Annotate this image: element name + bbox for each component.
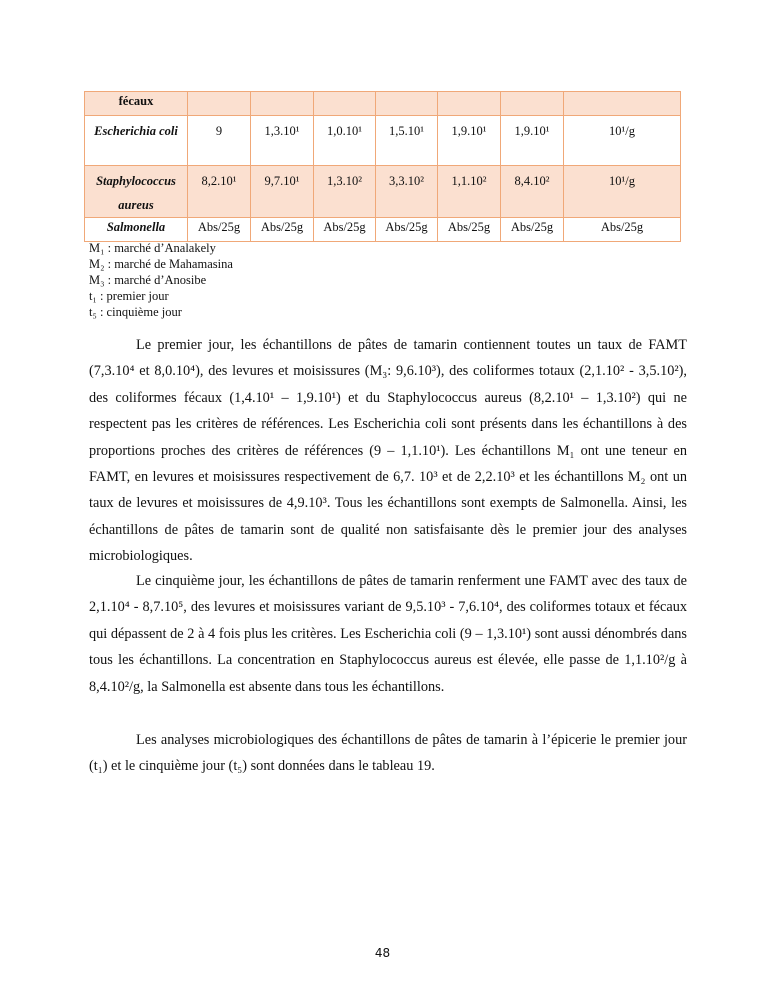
table-cell: Abs/25g bbox=[501, 218, 564, 242]
paragraph-day1: Le premier jour, les échantillons de pâtes de tamarin contiennent toutes un taux de FAMT (7,3.10⁴ et 8,0.10⁴), des levures et moisissures (M₃: 9,6.10³), des coliformes totaux (2,1.10² - 3,5.10²), des coliformes fécaux (1,4.10¹ – 1,9.10¹) et du Staphylococcus aureus (8,2.10¹ – 1,3.10²) qui ne respectent pas les critères de références. Les Escherichia coli sont présents dans les échantillons à des proportions proches des critères de références (9 – 1,1.10¹). Les échantillons M₁ ont une teneur en FAMT, en levures et moisissures respectivement de 6,7. 10³ et de 2,2.10³ et les échantillons M₂ ont un taux de levures et moisissures de 4,9.10³. Tous les échantillons sont exempts de Salmonella. Ainsi, les échantillons de pâtes de tamarin sont de qualité non satisfaisante dès le premier jour des analyses microbiologiques. bbox=[89, 337, 687, 565]
table-cell: Abs/25g bbox=[251, 218, 314, 242]
table-row bbox=[85, 218, 681, 242]
table-cell bbox=[564, 92, 681, 116]
table-row bbox=[85, 116, 681, 166]
paragraph-grocery-intro: Les analyses microbiologiques des échantillons de pâtes de tamarin à l’épicerie le premier jour (t₁) et le cinquième jour (t₅) sont données dans le tableau 19. bbox=[89, 732, 687, 775]
paragraph-day5: Le cinquième jour, les échantillons de pâtes de tamarin renferment une FAMT avec des taux de 2,1.10⁴ - 8,7.10⁵, des levures et moisissures variant de 9,5.10³ - 7,6.10⁴, des coliformes totaux et fécaux qui dépassent de 2 à 4 fois plus les critères. Les Escherichia coli (9 – 1,3.10¹) sont aussi dénombrés dans tous les échantillons. La concentration en Staphylococcus aureus est élevée, elle passe de 1,1.10²/g à 8,4.10²/g, la Salmonella est absente dans tous les échantillons. bbox=[89, 573, 687, 695]
table-cell: Abs/25g bbox=[438, 218, 501, 242]
table-cell bbox=[438, 92, 501, 116]
legend-item: M₂ : marché de Mahamasina bbox=[89, 257, 233, 271]
table-cell: 1,3.10¹ bbox=[251, 116, 314, 166]
table-cell bbox=[188, 92, 251, 116]
table-cell: 9 bbox=[188, 116, 251, 166]
table-cell: 9,7.10¹ bbox=[251, 166, 314, 218]
table-cell: Abs/25g bbox=[564, 218, 681, 242]
page-number: 48 bbox=[374, 946, 391, 960]
table-cell: 1,9.10¹ bbox=[501, 116, 564, 166]
legend-item: t₁ : premier jour bbox=[89, 289, 169, 303]
legend-item: M₃ : marché d’Anosibe bbox=[89, 273, 207, 287]
table-cell: 1,1.10² bbox=[438, 166, 501, 218]
table-cell: 10¹/g bbox=[564, 116, 681, 166]
table-cell bbox=[376, 92, 438, 116]
table-cell: 3,3.10² bbox=[376, 166, 438, 218]
table-cell: 1,0.10¹ bbox=[314, 116, 376, 166]
table-cell: 8,2.10¹ bbox=[188, 166, 251, 218]
table-cell: Abs/25g bbox=[376, 218, 438, 242]
table-cell: Abs/25g bbox=[314, 218, 376, 242]
organism-cell: Salmonella bbox=[85, 218, 188, 242]
legend-item: M₁ : marché d’Analakely bbox=[89, 241, 216, 255]
table-cell: 8,4.10² bbox=[501, 166, 564, 218]
table-row bbox=[85, 166, 681, 218]
organism-cell: Staphylococcus aureus bbox=[85, 166, 188, 218]
organism-cell: Escherichia coli bbox=[85, 116, 188, 166]
table-cell bbox=[314, 92, 376, 116]
table-cell: 10¹/g bbox=[564, 166, 681, 218]
table-cell: Abs/25g bbox=[188, 218, 251, 242]
table-row bbox=[85, 92, 681, 116]
table-cell bbox=[251, 92, 314, 116]
table-legend bbox=[89, 240, 233, 320]
organism-cell: fécaux bbox=[85, 92, 188, 116]
legend-item: t₅ : cinquième jour bbox=[89, 305, 182, 319]
table-cell: 1,3.10² bbox=[314, 166, 376, 218]
table-cell: 1,5.10¹ bbox=[376, 116, 438, 166]
results-table bbox=[84, 91, 681, 242]
table-cell bbox=[501, 92, 564, 116]
table-cell: 1,9.10¹ bbox=[438, 116, 501, 166]
